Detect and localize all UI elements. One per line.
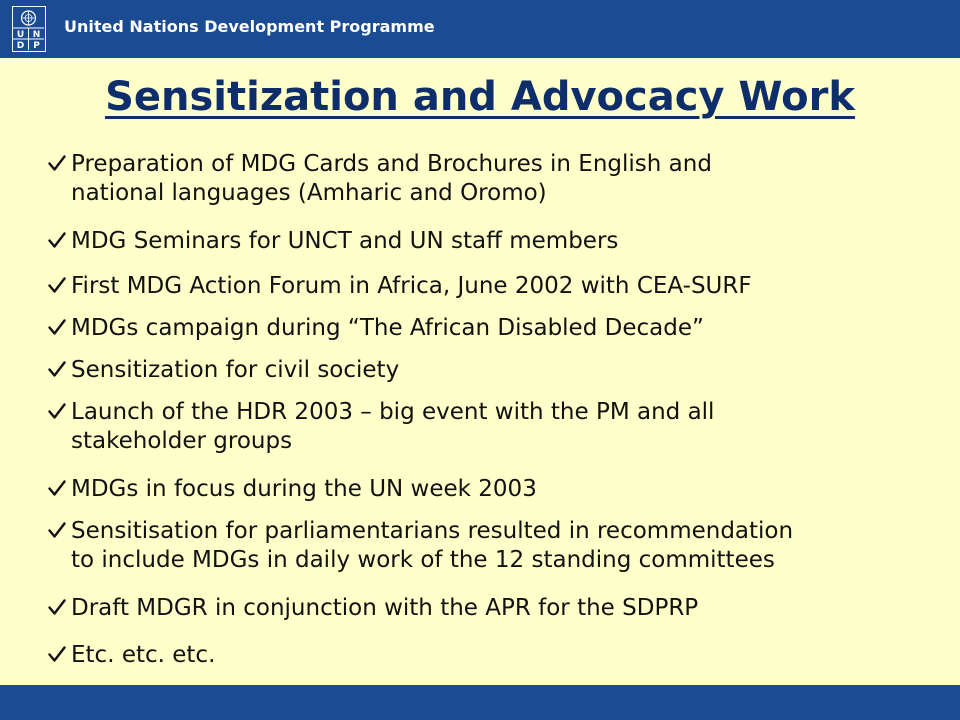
logo-letter-d: D: [16, 41, 25, 50]
undp-logo: [12, 6, 46, 52]
check-icon: [48, 479, 66, 497]
list-item-text: First MDG Action Forum in Africa, June 2002 with CEA-SURF: [71, 273, 752, 299]
logo-letter-u: U: [16, 30, 25, 40]
list-item-text: Sensitization for civil society: [71, 357, 400, 383]
list-item-text: Launch of the HDR 2003 – big event with the PM and all: [71, 399, 715, 425]
list-item: [48, 272, 948, 301]
list-item-text: stakeholder groups: [71, 428, 293, 454]
header-bar: [0, 0, 960, 58]
list-item-text: MDGs campaign during “The African Disabled Decade”: [71, 315, 704, 341]
check-icon: [48, 645, 66, 663]
list-item-text: Sensitisation for parliamentarians resulted in recommendation: [71, 518, 794, 544]
list-item: [48, 356, 948, 385]
list-item-text: MDG Seminars for UNCT and UN staff members: [71, 228, 619, 254]
list-item-text: Draft MDGR in conjunction with the APR for the SDPRP: [71, 595, 699, 621]
list-item: [48, 227, 948, 256]
list-item-text: MDGs in focus during the UN week 2003: [71, 476, 537, 502]
list-item-text: to include MDGs in daily work of the 12 standing committees: [71, 547, 775, 573]
check-icon: [48, 231, 66, 249]
check-icon: [48, 402, 66, 420]
check-icon: [48, 276, 66, 294]
footer-bar: [0, 685, 960, 720]
list-item: [48, 398, 948, 456]
list-item-text: Preparation of MDG Cards and Brochures in English and: [71, 151, 712, 177]
logo-letter-p: P: [33, 41, 40, 50]
list-item: [48, 517, 948, 575]
check-icon: [48, 598, 66, 616]
un-emblem-icon: [13, 7, 44, 50]
list-item-text: national languages (Amharic and Oromo): [71, 180, 547, 206]
list-item: [48, 150, 948, 208]
list-item: [48, 475, 948, 504]
org-name: United Nations Development Programme: [64, 17, 435, 36]
logo-letter-n: N: [32, 30, 41, 40]
list-item: [48, 314, 948, 343]
list-item: [48, 641, 948, 670]
check-icon: [48, 318, 66, 336]
check-icon: [48, 360, 66, 378]
check-icon: [48, 521, 66, 539]
slide-title: Sensitization and Advocacy Work: [105, 74, 855, 120]
list-item: [48, 594, 948, 623]
list-item-text: Etc. etc. etc.: [71, 642, 216, 668]
check-icon: [48, 154, 66, 172]
